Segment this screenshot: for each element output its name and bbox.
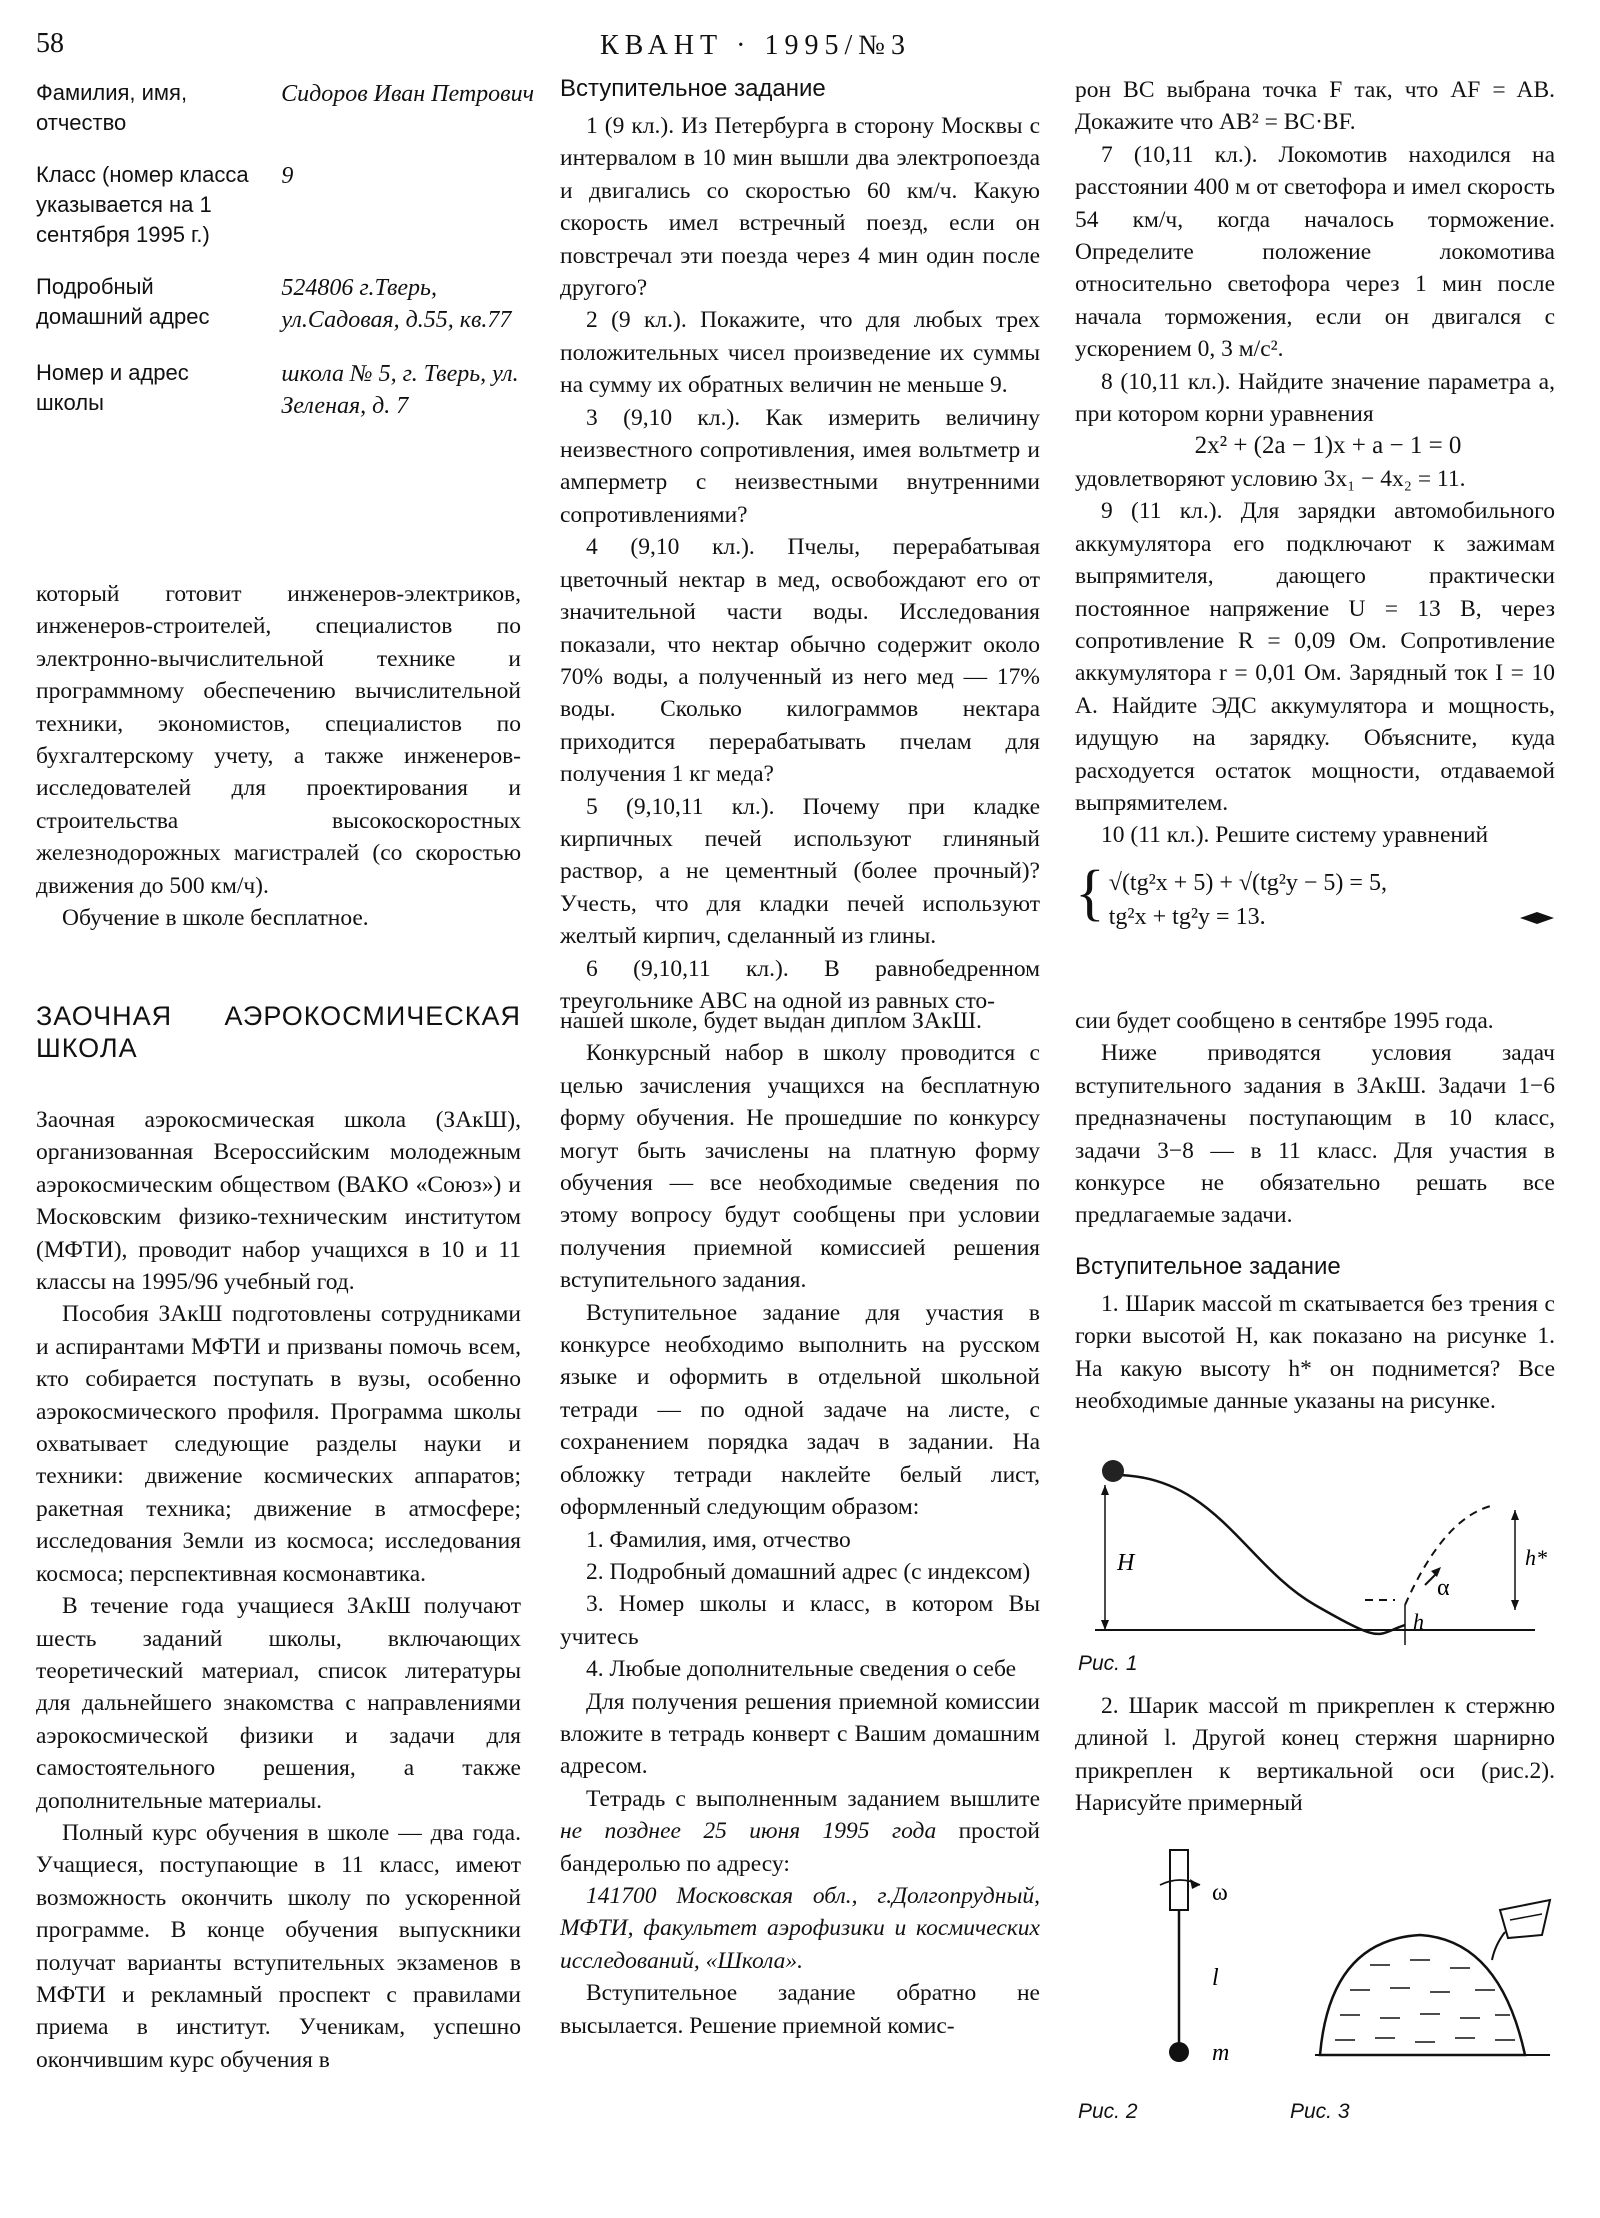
- problem: 6 (9,10,11 кл.). В равнобедренном треугольнике ABC на одной из равных сто-: [560, 955, 1040, 1014]
- system-line: √(tg²x + 5) + √(tg²y − 5) = 5,: [1108, 869, 1387, 896]
- form-label: Номер и адрес школы: [36, 360, 189, 415]
- fig1-label-h: h: [1413, 1609, 1424, 1634]
- text-span: Тетрадь с выполненным заданием вышлите: [586, 1785, 1040, 1812]
- paragraph: Полный курс обучения в школе — два года. Учащиеся, поступающие в 11 класс, имеют возможность окончить школу по ускоренной программе. В конце обучения выпускники получат варианты вступительных экзаменов в МФТИ и рекламный проспект с правилами приема в институт. Ученикам, успешно окончившим курс обучения в: [36, 1819, 521, 2073]
- mailing-address: 141700 Московская обл., г.Долгопрудный, МФТИ, факультет аэрофизики и космических исследований, «Школа».: [560, 1882, 1040, 1974]
- figure-1-drawing: [1075, 1455, 1555, 1645]
- text-span: простой бандеролью по адресу:: [560, 1818, 1040, 1877]
- page-number: 58: [36, 28, 64, 59]
- paragraph: сии будет сообщено в сентябре 1995 года.: [1075, 1008, 1494, 1034]
- form-row: [36, 160, 536, 250]
- form-value: 9: [281, 163, 294, 189]
- form-label: Фамилия, имя, отчество: [36, 80, 188, 135]
- paragraph: Заочная аэрокосмическая школа (ЗАкШ), организованная Всероссийским молодежным аэрокосмическим обществом (ВАКО «Союз») и Московским физико-техническим институтом (МФТИ), проводит набор учащихся в 10 и 11 классы на 1995/96 учебный год.: [36, 1107, 521, 1296]
- form-row: [36, 272, 536, 336]
- bottom-right-column: [1075, 1005, 1555, 1417]
- system-line: tg²x + tg²y = 13.: [1108, 903, 1266, 930]
- form-label: Класс (номер класса указывается на 1 сентября 1995 г.): [36, 162, 249, 247]
- top-right-column: [1075, 74, 1555, 934]
- problem: 2. Шарик массой m прикреплен к стержню длиной l. Другой конец стержня шарнирно прикреплен к вертикальной оси (рис.2). Нарисуйте примерный: [1075, 1693, 1555, 1817]
- problem: 9 (11 кл.). Для зарядки автомобильного аккумулятора его подключают к зажимам выпрямителя, дающего практически постоянное напряжение U = 13 В, через сопротивление R = 0,09 Ом. Сопротивление аккумулятора r = 0,01 Ом. Зарядный ток I = 10 А. Найдите ЭДС аккумулятора и мощность, идущую на зарядку. Объясните, куда расходуется остаток мощности, отдаваемой выпрямителем.: [1075, 498, 1555, 816]
- problem: 1 (9 кл.). Из Петербурга в сторону Москвы с интервалом в 10 мин вышли два электропоезда и двигались со скоростью 60 км/ч. Какую скорость имел встречный поезд, если он повстречал эти поезда через 4 мин один после другого?: [560, 113, 1040, 302]
- brace-icon: {: [1075, 858, 1105, 927]
- paragraph: Вступительное задание для участия в конкурсе необходимо выполнить на русском языке и оформить в отдельной школьной тетради — по одной задаче на листе, с сохранением порядка задач в задании. На обложку тетради наклейте белый лист, оформленный следующим образом:: [560, 1299, 1040, 1521]
- paragraph: В течение года учащиеся ЗАкШ получают шесть заданий школы, включающих теоретический материал, список литературы для дальнейшего знакомства с направлениями аэрокосмической физики и задачи для самостоятельного решения, а также дополнительные материалы.: [36, 1593, 521, 1814]
- fig1-label-alpha: α: [1437, 1575, 1450, 1601]
- figure-1-caption: Рис. 1: [1078, 1652, 1138, 1675]
- fig2-label-omega: ω: [1212, 1880, 1228, 1906]
- journal-header: КВАНТ · 1995/№3: [600, 30, 911, 61]
- bottom-middle-column: [560, 1005, 1040, 2042]
- fig2-label-l: l: [1212, 1965, 1219, 1991]
- problem: 5 (9,10,11 кл.). Почему при кладке кирпичных печей используют глиняный раствор, а не цементный (более прочный)? Учесть, что для кладки печей используют желтый кирпич, сделанный из глины.: [560, 793, 1040, 950]
- top-middle-column: [560, 74, 1040, 1017]
- paragraph: [560, 1783, 1040, 1880]
- form-value: 524806 г.Тверь, ул.Садовая, д.55, кв.77: [281, 275, 512, 333]
- sample-form: [36, 78, 536, 444]
- problem: 2 (9 кл.). Покажите, что для любых трех положительных чисел произведение их суммы на сумму их обратных величин не меньше 9.: [560, 307, 1040, 399]
- fig1-label-H: H: [1117, 1550, 1135, 1576]
- fig1-label-hstar: h*: [1525, 1545, 1547, 1570]
- list-item: 2. Подробный домашний адрес (с индексом): [586, 1558, 1031, 1585]
- paragraph: который готовит инженеров-электриков, инженеров-строителей, специалистов по электронно-вычислительной технике и программному обеспечению вычислительной техники, экономистов, специалистов по бухгалтерскому учету, а также инженеров-исследователей для проектирования и строительства высокоскоростных железнодорожных магистралей (со скоростью движения до 500 км/ч).: [36, 581, 521, 899]
- paragraph: удовлетворяют условию 3x₁ − 4x₂ = 11.: [1075, 465, 1466, 492]
- top-left-column: [36, 578, 521, 934]
- form-row: [36, 78, 536, 138]
- bottom-left-column: [36, 1000, 521, 2076]
- list-item: 4. Любые дополнительные сведения о себе: [586, 1656, 1017, 1683]
- problem: 10 (11 кл.). Решите систему уравнений: [1101, 822, 1489, 849]
- equation: 2x² + (2a − 1)x + a − 1 = 0: [1194, 432, 1462, 460]
- figure-2-drawing: [1130, 1845, 1270, 2085]
- article-title: ЗАОЧНАЯ АЭРОКОСМИЧЕСКАЯ ШКОЛА: [36, 1001, 521, 1063]
- figure-2-caption: Рис. 2: [1078, 2100, 1138, 2123]
- figure-3-caption: Рис. 3: [1290, 2100, 1350, 2123]
- section-heading: Вступительное задание: [1075, 1252, 1341, 1280]
- problem: 3 (9,10 кл.). Как измерить величину неизвестного сопротивления, имея вольтметр и амперметр с неизвестными внутренними сопротивлениями?: [560, 404, 1040, 528]
- problem: 1. Шарик массой m скатывается без трения с горки высотой H, как показано на рисунке 1. На какую высоту h* он поднимется? Все необходимые данные указаны на рисунке.: [1075, 1290, 1555, 1415]
- end-mark-icon: [1520, 909, 1554, 928]
- form-label: Подробный домашний адрес: [36, 274, 210, 329]
- bottom-right-column-cont: [1075, 1690, 1555, 1820]
- paragraph: Обучение в школе бесплатное.: [62, 905, 369, 932]
- paragraph: Вступительное задание обратно не высылается. Решение приемной комис-: [560, 1980, 1040, 2039]
- form-value: Сидоров Иван Петрович: [281, 81, 535, 107]
- form-row: [36, 358, 536, 422]
- paragraph: Пособия ЗАкШ подготовлены сотрудниками и аспирантами МФТИ и призваны помочь всем, кто собирается поступать в вузы, особенно аэрокосмического профиля. Программа школы охватывает следующие разделы науки и техники: движение космических аппаратов; ракетная техника; движение в атмосфере; исследования Земли из космоса; исследования космоса; перспективная космонавтика.: [36, 1301, 521, 1587]
- list-item: 1. Фамилия, имя, отчество: [586, 1526, 851, 1553]
- paragraph: Ниже приводятся условия задач вступительного задания в ЗАкШ. Задачи 1−6 предназначены поступающим в 10 класс, задачи 3−8 — в 11 класс. Для участия в конкурсе не обязательно решать все предлагаемые задачи.: [1075, 1040, 1555, 1229]
- problem: 4 (9,10 кл.). Пчелы, перерабатывая цветочный нектар в мед, освобождают его от значительной части воды. Исследования показали, что нектар обычно содержит около 70% воды, а полученный из него мед — 17% воды. Сколько килограммов нектара приходится перерабатывать пчелам для получения 1 кг меда?: [560, 534, 1040, 788]
- deadline: не позднее 25 июня 1995 года: [560, 1818, 937, 1845]
- form-value: школа № 5, г. Тверь, ул. Зеленая, д. 7: [281, 361, 519, 419]
- problem: 8 (10,11 кл.). Найдите значение параметра a, при котором корни уравнения: [1075, 368, 1555, 428]
- figure-3-drawing: [1310, 1890, 1560, 2065]
- fig2-label-m: m: [1212, 2040, 1230, 2066]
- paragraph: нашей школе, будет выдан диплом ЗАкШ.: [560, 1008, 982, 1034]
- equation-system: [1075, 858, 1555, 934]
- problem: рон BC выбрана точка F так, что AF = AB. Докажите что AB² = BC·BF.: [1075, 77, 1555, 136]
- list-item: 3. Номер школы и класс, в котором Вы учитесь: [560, 1591, 1040, 1650]
- paragraph: Для получения решения приемной комиссии вложите в тетрадь конверт с Вашим домашним адресом.: [560, 1688, 1040, 1780]
- figure-3: [1310, 1890, 1560, 2065]
- section-heading: Вступительное задание: [560, 75, 826, 102]
- figure-2: [1130, 1845, 1270, 2085]
- paragraph: Конкурсный набор в школу проводится с целью зачисления учащихся на бесплатную форму обучения. Не прошедшие по конкурсу могут быть зачислены на платную форму обучения — все необходимые сведения по этому вопросу будут сообщены при условии получения приемной комиссией решения вступительного задания.: [560, 1040, 1040, 1294]
- figure-1: [1075, 1455, 1555, 1645]
- problem: 7 (10,11 кл.). Локомотив находился на расстоянии 400 м от светофора и имел скорость 54 км/ч, когда началось торможение. Определите положение локомотива относительно светофора через 1 мин после начала торможения, если он двигался с ускорением 0, 3 м/с².: [1075, 141, 1555, 363]
